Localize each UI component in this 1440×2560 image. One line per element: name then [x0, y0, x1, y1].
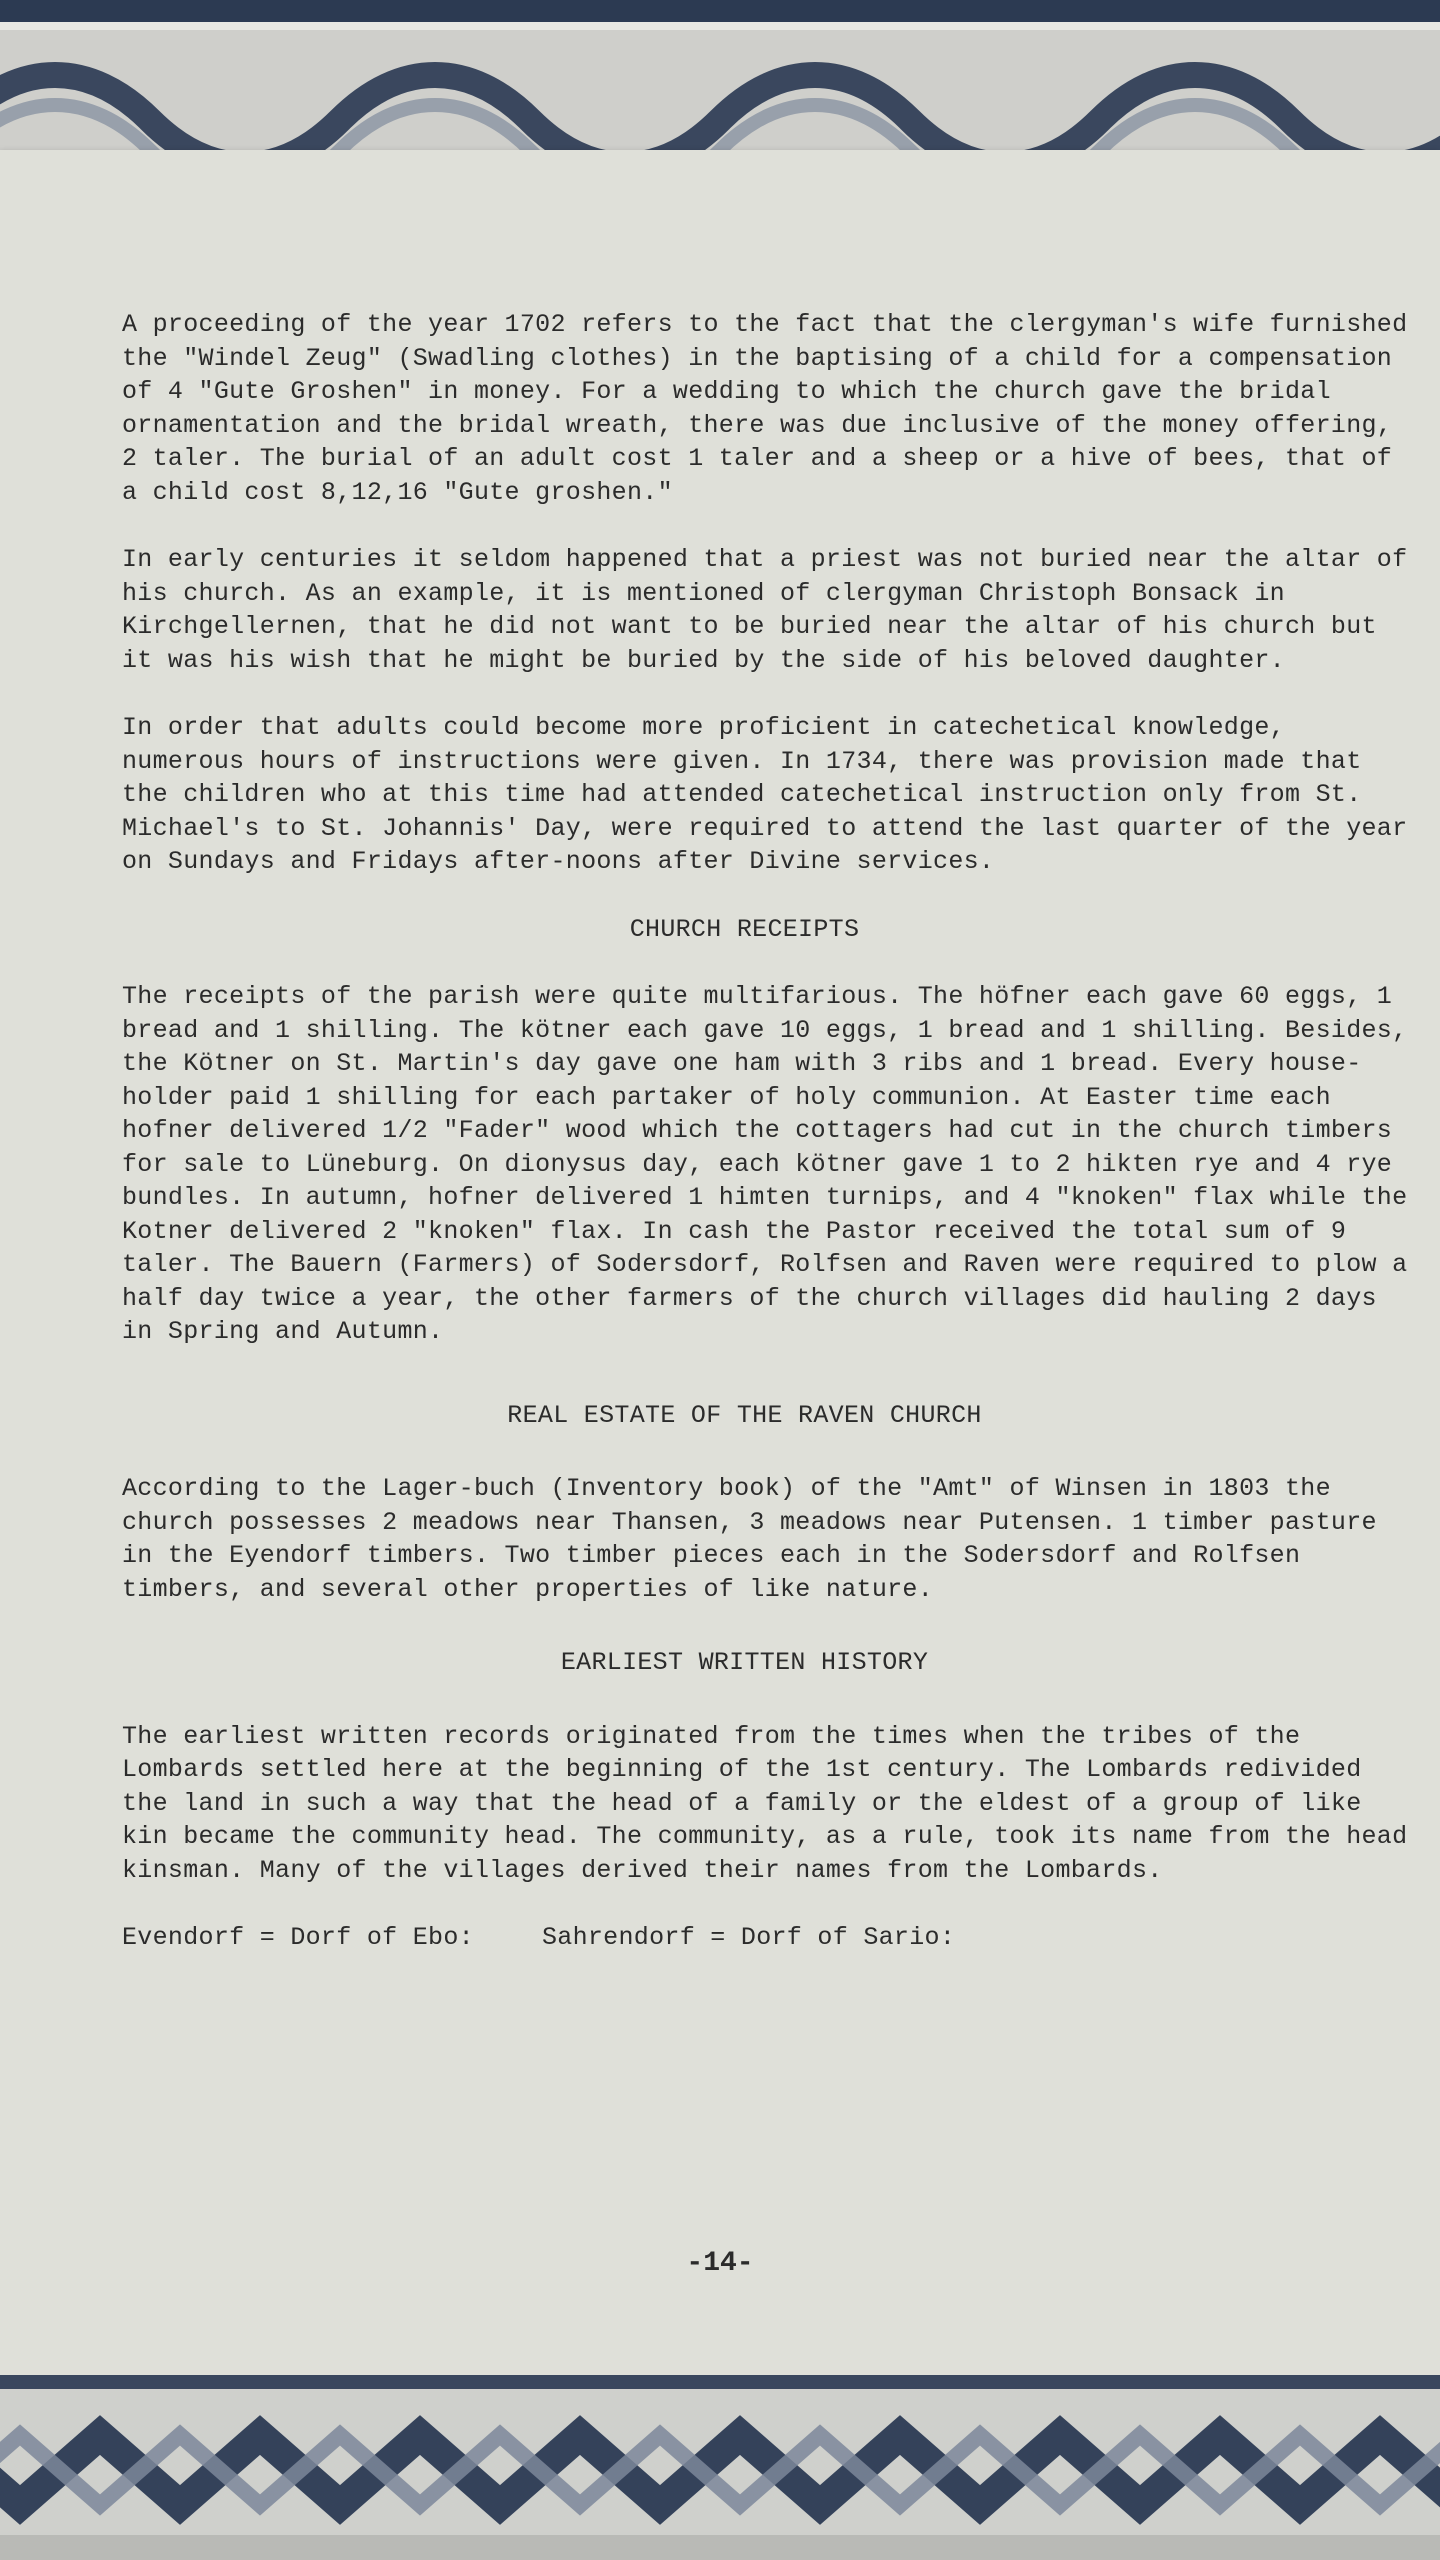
paragraph-real-estate: According to the Lager-buch (Inventory book) of the "Amt" of Winsen in 1803 the church possesses 2 meadows near Thansen, 3 meadows near Putensen. 1 timber pasture in the Eyendorf timbers. Two timber pieces each in the Sodersdorf and Rolfsen timbers, and several other properties of like nature. [122, 1474, 1393, 1604]
example-sahrendorf: Sahrendorf = Dorf of Sario: [541, 1923, 956, 1952]
heading-earliest-history: EARLIEST WRITTEN HISTORY [560, 1648, 929, 1677]
textile-border-bottom [0, 2375, 1440, 2560]
document-page [0, 150, 1440, 2385]
paragraph-fees: A proceeding of the year 1702 refers to the fact that the clergyman's wife furnished the "Windel Zeug" (Swadling clothes) in the baptising of a child for a compensation of 4 "Gute Groshen" in money. For a wedding to which the church gave the bridal ornamentation and the bridal wreath, there was due inclusive of the money offering, 2 taler. The burial of an adult cost 1 taler and a sheep or a hive of bees, that of a child cost 8,12,16 "Gute groshen." [122, 310, 1423, 507]
page-number: -14- [686, 2248, 754, 2279]
paragraph-church-receipts: The receipts of the parish were quite multifarious. The höfner each gave 60 eggs, 1 bread and 1 shilling. The kötner each gave 10 eggs, 1 bread and 1 shilling. Besides, the Kötner on St. Martin's day gave one ham with 3 ribs and 1 bread. Every house-holder paid 1 shilling for each partaker of holy communion. At Easter time each hofner delivered 1/2 "Fader" wood which the cottagers had cut in the church timbers for sale to Lüneburg. On dionysus day, each kötner gave 1 to 2 hikten rye and 4 rye bundles. In autumn, hofner delivered 1 himten turnips, and 4 "knoken" flax while the Kotner delivered 2 "knoken" flax. In cash the Pastor received the total sum of 9 taler. The Bauern (Farmers) of Sodersdorf, Rolfsen and Raven were required to plow a half day twice a year, the other farmers of the church villages did hauling 2 days in Spring and Autumn. [122, 982, 1423, 1346]
paragraph-burial: In early centuries it seldom happened that a priest was not buried near the altar of his church. As an example, it is mentioned of clergyman Christoph Bonsack in Kirchgellernen, that he did not want to be buried near the altar of his church but it was his wish that he might be buried by the side of his beloved daughter. [122, 545, 1423, 675]
document-text [122, 308, 1423, 1955]
example-evendorf: Evendorf = Dorf of Ebo: [122, 1923, 474, 1952]
textile-border-top [0, 0, 1440, 165]
village-name-examples [122, 1921, 1412, 1955]
heading-church-receipts: CHURCH RECEIPTS [629, 914, 860, 944]
paragraph-catechism: In order that adults could become more proficient in catechetical knowledge, numerous hours of instructions were given. In 1734, there was provision made that the children who at this time had attended catechetical instruction only from St. Michael's to St. Johannis' Day, were required to attend the last quarter of the year on Sundays and Fridays after-noons after Divine services. [122, 713, 1423, 876]
heading-real-estate: REAL ESTATE OF THE RAVEN CHURCH [507, 1400, 982, 1430]
paragraph-earliest-history: The earliest written records originated from the times when the tribes of the Lombards settled here at the beginning of the 1st century. The Lombards redivided the land in such a way that the head of a family or the eldest of a group of like kin became the community head. The community, as a rule, took its name from the head kinsman. Many of the villages derived their names from the Lombards. [122, 1721, 1423, 1885]
